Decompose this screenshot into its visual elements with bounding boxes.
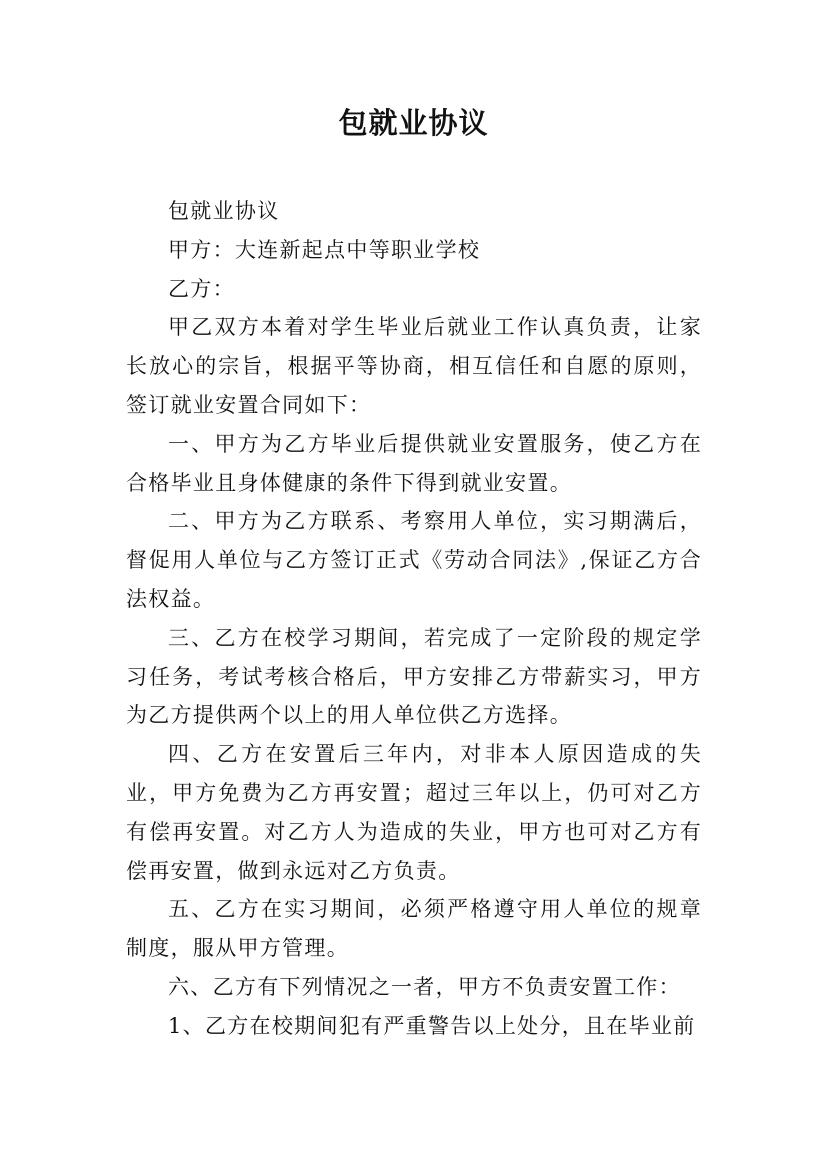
paragraph-heading: 包就业协议 — [168, 199, 280, 223]
paragraph-clause-4: 四、乙方在安置后三年内，对非本人原因造成的失业，甲方免费为乙方再安置；超过三年以上，仍可对乙方有偿再安置。对乙方人为造成的失业，甲方也可对乙方有偿再安置，做到永远对乙方负责。 — [126, 742, 702, 883]
document-body — [126, 192, 702, 1046]
paragraph-clause-6-item-1: 1、乙方在校期间犯有严重警告以上处分，且在毕业前 — [168, 1013, 696, 1038]
paragraph-clause-6: 六、乙方有下列情况之一者，甲方不负责安置工作： — [168, 974, 681, 999]
paragraph-party-a: 甲方：大连新起点中等职业学校 — [168, 237, 481, 262]
paragraph-clause-5: 五、乙方在实习期间，必须严格遵守用人单位的规章制度，服从甲方管理。 — [126, 897, 702, 961]
paragraph-clause-3: 三、乙方在校学习期间，若完成了一定阶段的规定学习任务，考试考核合格后，甲方安排乙方带薪实习，甲方为乙方提供两个以上的用人单位供乙方选择。 — [126, 625, 702, 728]
paragraph-clause-2: 二、甲方为乙方联系、考察用人单位，实习期满后，督促用人单位与乙方签订正式《劳动合同法》,保证乙方合法权益。 — [126, 509, 702, 611]
paragraph-party-b: 乙方： — [168, 276, 235, 301]
paragraph-preamble: 甲乙双方本着对学生毕业后就业工作认真负责，让家长放心的宗旨，根据平等协商，相互信任和自愿的原则，签订就业安置合同如下： — [126, 315, 702, 417]
paragraph-clause-1: 一、甲方为乙方毕业后提供就业安置服务，使乙方在合格毕业且身体健康的条件下得到就业安置。 — [126, 431, 702, 495]
document-title: 包就业协议 — [338, 106, 489, 140]
